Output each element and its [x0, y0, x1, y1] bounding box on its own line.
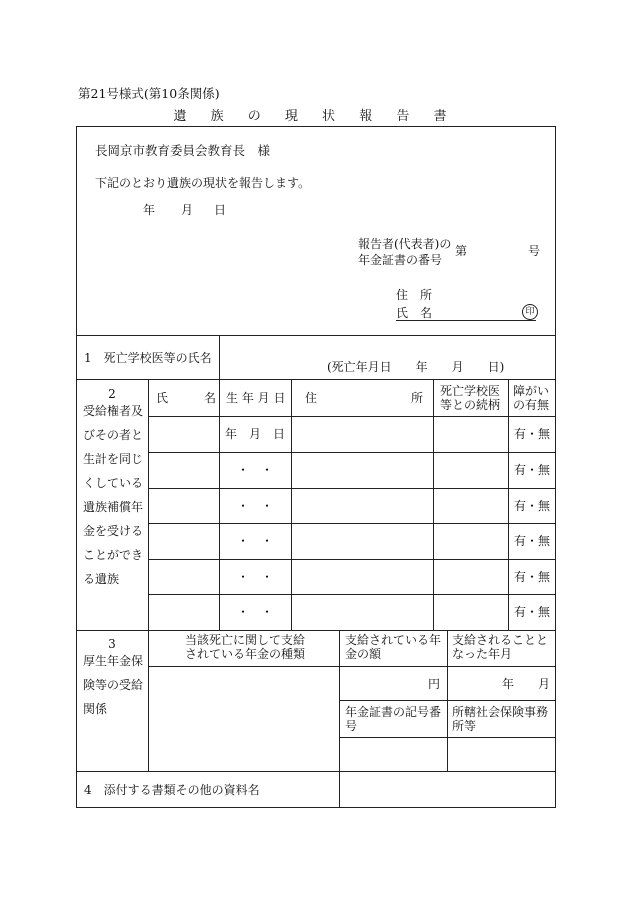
header-address-right: 所 [411, 391, 424, 405]
start-month-label: 月 [538, 677, 551, 691]
row1-birth: 年 月 日 [224, 427, 285, 441]
divider-table-header [148, 416, 556, 417]
reporter-name-underline [396, 320, 536, 321]
amount-yen-unit: 円 [428, 677, 441, 691]
header-disability: 障がいの有無 [513, 384, 550, 412]
section3-label-line: 関係 [83, 702, 108, 716]
section4-label: 4 添付する書類その他の資料名 [84, 783, 260, 797]
divider-section1-top [76, 335, 556, 336]
section1-death-date: (死亡年月日 年 月 日) [327, 360, 505, 374]
seal-mark-icon: 印 [522, 304, 538, 320]
certificate-number-prefix: 第 [455, 244, 468, 258]
section2-label-line: びその者と [83, 428, 144, 442]
divider-section4-top [76, 771, 556, 772]
intro-text: 下記のとおり遺族の現状を報告します。 [95, 176, 311, 190]
divider-section3-header [148, 666, 556, 667]
section2-label-line: 金を受ける [83, 524, 144, 538]
header-relation: 死亡学校医等との続柄 [440, 384, 501, 412]
divider-amount-col [447, 630, 448, 771]
section2-label-line: 受給権者及 [83, 404, 144, 418]
section2-label-line: る遺族 [83, 572, 120, 586]
reporter-address-label: 住 所 [396, 288, 433, 302]
row2-disability: 有・無 [513, 463, 550, 477]
divider-row-1 [148, 452, 556, 453]
section1-label: 1 死亡学校医等の氏名 [84, 351, 212, 365]
section2-label-line: 生計を同じ [83, 452, 144, 466]
pension-type-header: 当該死亡に関して支給されている年金の種類 [184, 633, 305, 661]
form-number-label: 第21号様式(第10条関係) [78, 86, 220, 101]
reporter-label-line1: 報告者(代表者)の [358, 237, 452, 251]
section2-label [83, 399, 151, 591]
divider-address-col [433, 379, 434, 630]
social-insurance-office-header: 所轄社会保険事務所等 [452, 705, 549, 733]
row1-disability: 有・無 [513, 427, 550, 441]
section3-number: 3 [108, 637, 116, 651]
header-birth-date: 生 年 月 日 [226, 391, 286, 405]
row6-disability: 有・無 [513, 605, 550, 619]
divider-row-3 [148, 523, 556, 524]
divider-birth-col [291, 379, 292, 630]
section2-number: 2 [108, 387, 116, 401]
document-title: 遺 族 の 現 状 報 告 書 [173, 109, 457, 124]
date-month-label: 月 [181, 203, 194, 217]
certificate-number-suffix: 号 [528, 244, 541, 258]
row4-birth: ・ ・ [236, 534, 273, 548]
row5-disability: 有・無 [513, 570, 550, 584]
section2-label-line: 遺族補償年 [83, 500, 144, 514]
section2-label-line: くしている [83, 476, 144, 490]
addressee: 長岡京市教育委員会教育長 様 [95, 143, 271, 158]
row3-disability: 有・無 [513, 499, 550, 513]
divider-row-2 [148, 488, 556, 489]
certificate-number-header: 年金証書の記号番号 [345, 705, 442, 733]
section3-label [83, 649, 151, 721]
row5-birth: ・ ・ [236, 570, 273, 584]
section3-label-line: 厚生年金保 [83, 654, 144, 668]
divider-pension-col [339, 630, 340, 808]
start-year-label: 年 [502, 677, 515, 691]
reporter-label-line2: 年金証書の番号 [358, 253, 443, 267]
row2-birth: ・ ・ [236, 463, 273, 477]
date-year-label: 年 [143, 203, 156, 217]
start-date-header: 支給されることとなった年月 [452, 633, 549, 661]
header-name: 氏 名 [156, 391, 217, 405]
row3-birth: ・ ・ [236, 499, 273, 513]
row4-disability: 有・無 [513, 534, 550, 548]
divider-row-5 [148, 594, 556, 595]
section3-label-line: 険等の受給 [83, 678, 144, 692]
reporter-name-label: 氏 名 [396, 306, 433, 320]
divider-section1-col [219, 335, 220, 379]
header-address-left: 住 [305, 391, 318, 405]
row6-birth: ・ ・ [236, 605, 273, 619]
amount-header: 支給されている年金の額 [345, 633, 442, 661]
date-day-label: 日 [214, 203, 227, 217]
section2-label-line: ことができ [83, 548, 144, 562]
divider-row-4 [148, 559, 556, 560]
